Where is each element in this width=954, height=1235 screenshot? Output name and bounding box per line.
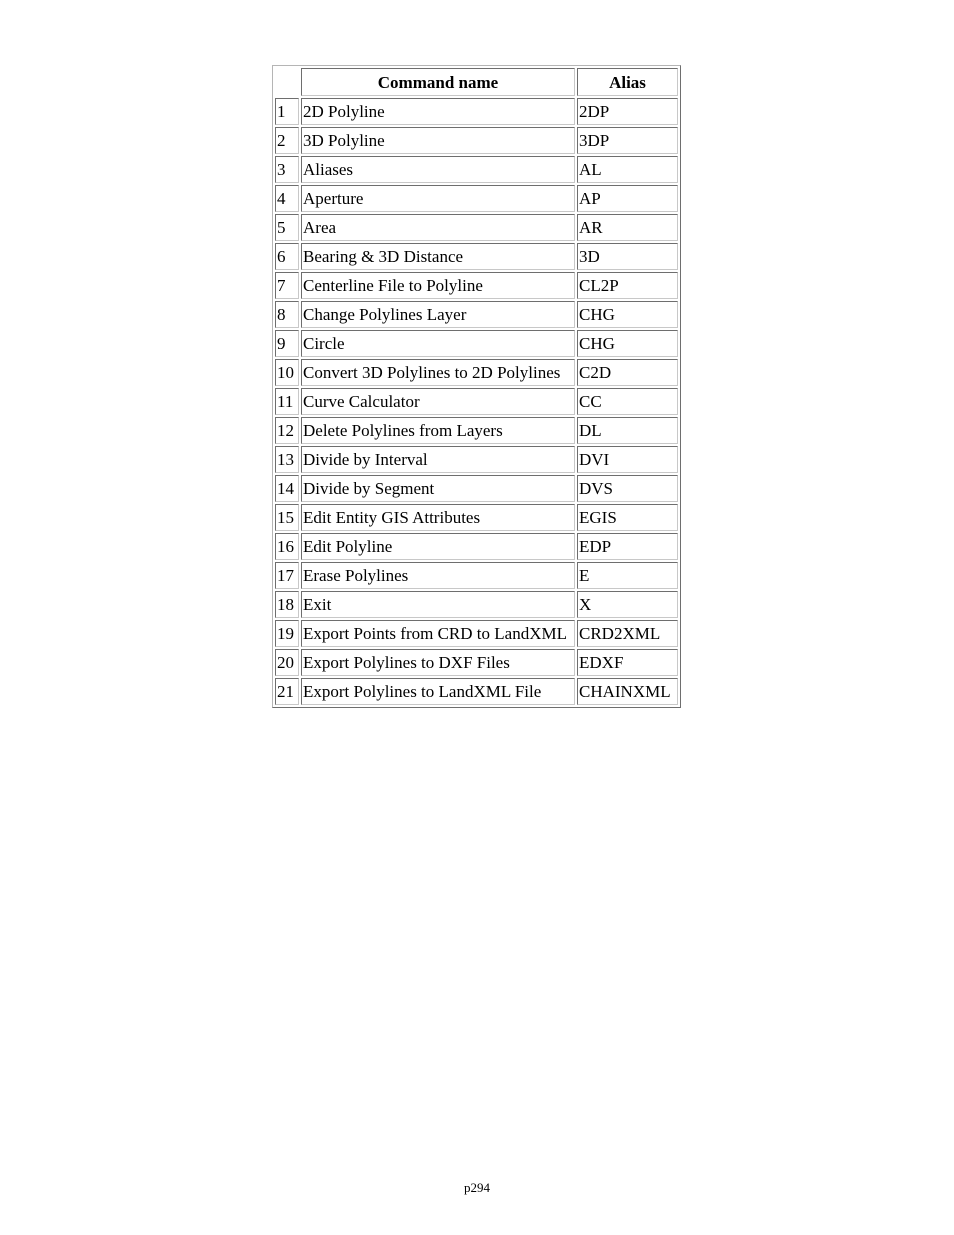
- table-row: [275, 185, 678, 212]
- command-name-cell: Aliases: [301, 156, 575, 183]
- alias-cell: DL: [577, 417, 678, 444]
- alias-cell: 3D: [577, 243, 678, 270]
- row-number-cell: 14: [275, 475, 299, 502]
- command-name-cell: Circle: [301, 330, 575, 357]
- alias-cell: CHG: [577, 330, 678, 357]
- row-number-cell: 11: [275, 388, 299, 415]
- alias-cell: C2D: [577, 359, 678, 386]
- number-column-header: [275, 68, 299, 96]
- command-name-cell: Edit Entity GIS Attributes: [301, 504, 575, 531]
- alias-column-header: Alias: [577, 68, 678, 96]
- row-number-cell: 12: [275, 417, 299, 444]
- command-name-cell: Curve Calculator: [301, 388, 575, 415]
- command-name-cell: Divide by Segment: [301, 475, 575, 502]
- alias-cell: 3DP: [577, 127, 678, 154]
- alias-cell: DVI: [577, 446, 678, 473]
- command-name-cell: Export Points from CRD to LandXML: [301, 620, 575, 647]
- table-row: [275, 214, 678, 241]
- command-name-cell: Area: [301, 214, 575, 241]
- command-name-cell: Aperture: [301, 185, 575, 212]
- command-name-cell: Export Polylines to DXF Files: [301, 649, 575, 676]
- row-number-cell: 16: [275, 533, 299, 560]
- row-number-cell: 8: [275, 301, 299, 328]
- table-row: [275, 156, 678, 183]
- table-row: [275, 301, 678, 328]
- alias-cell: E: [577, 562, 678, 589]
- table-row: [275, 504, 678, 531]
- command-name-cell: 2D Polyline: [301, 98, 575, 125]
- alias-cell: 2DP: [577, 98, 678, 125]
- table-row: [275, 533, 678, 560]
- row-number-cell: 21: [275, 678, 299, 705]
- alias-cell: AR: [577, 214, 678, 241]
- row-number-cell: 5: [275, 214, 299, 241]
- alias-cell: DVS: [577, 475, 678, 502]
- command-name-cell: Exit: [301, 591, 575, 618]
- command-name-cell: Convert 3D Polylines to 2D Polylines: [301, 359, 575, 386]
- alias-cell: CL2P: [577, 272, 678, 299]
- command-name-cell: Bearing & 3D Distance: [301, 243, 575, 270]
- row-number-cell: 17: [275, 562, 299, 589]
- table-row: [275, 446, 678, 473]
- alias-cell: AP: [577, 185, 678, 212]
- row-number-cell: 1: [275, 98, 299, 125]
- table-body: [275, 98, 678, 705]
- alias-cell: CRD2XML: [577, 620, 678, 647]
- table-row: [275, 562, 678, 589]
- command-name-cell: 3D Polyline: [301, 127, 575, 154]
- table-row: [275, 591, 678, 618]
- alias-cell: AL: [577, 156, 678, 183]
- row-number-cell: 3: [275, 156, 299, 183]
- alias-cell: CC: [577, 388, 678, 415]
- command-name-cell: Divide by Interval: [301, 446, 575, 473]
- command-name-cell: Edit Polyline: [301, 533, 575, 560]
- row-number-cell: 13: [275, 446, 299, 473]
- table-header-row: [275, 68, 678, 96]
- command-name-cell: Delete Polylines from Layers: [301, 417, 575, 444]
- row-number-cell: 6: [275, 243, 299, 270]
- row-number-cell: 9: [275, 330, 299, 357]
- row-number-cell: 2: [275, 127, 299, 154]
- table-row: [275, 475, 678, 502]
- command-name-cell: Erase Polylines: [301, 562, 575, 589]
- table-row: [275, 272, 678, 299]
- command-name-column-header: Command name: [301, 68, 575, 96]
- table-row: [275, 649, 678, 676]
- row-number-cell: 19: [275, 620, 299, 647]
- command-alias-table: [272, 65, 681, 708]
- alias-cell: X: [577, 591, 678, 618]
- table-row: [275, 243, 678, 270]
- table-row: [275, 678, 678, 705]
- alias-cell: EDXF: [577, 649, 678, 676]
- command-alias-table-container: [272, 65, 681, 708]
- alias-cell: EDP: [577, 533, 678, 560]
- row-number-cell: 18: [275, 591, 299, 618]
- table-row: [275, 98, 678, 125]
- table-row: [275, 417, 678, 444]
- row-number-cell: 20: [275, 649, 299, 676]
- alias-cell: CHG: [577, 301, 678, 328]
- row-number-cell: 10: [275, 359, 299, 386]
- command-name-cell: Export Polylines to LandXML File: [301, 678, 575, 705]
- row-number-cell: 4: [275, 185, 299, 212]
- page-number: p294: [464, 1180, 490, 1195]
- table-row: [275, 620, 678, 647]
- alias-cell: EGIS: [577, 504, 678, 531]
- alias-cell: CHAINXML: [577, 678, 678, 705]
- command-name-cell: Change Polylines Layer: [301, 301, 575, 328]
- table-row: [275, 127, 678, 154]
- table-row: [275, 330, 678, 357]
- table-row: [275, 388, 678, 415]
- table-row: [275, 359, 678, 386]
- row-number-cell: 15: [275, 504, 299, 531]
- command-name-cell: Centerline File to Polyline: [301, 272, 575, 299]
- row-number-cell: 7: [275, 272, 299, 299]
